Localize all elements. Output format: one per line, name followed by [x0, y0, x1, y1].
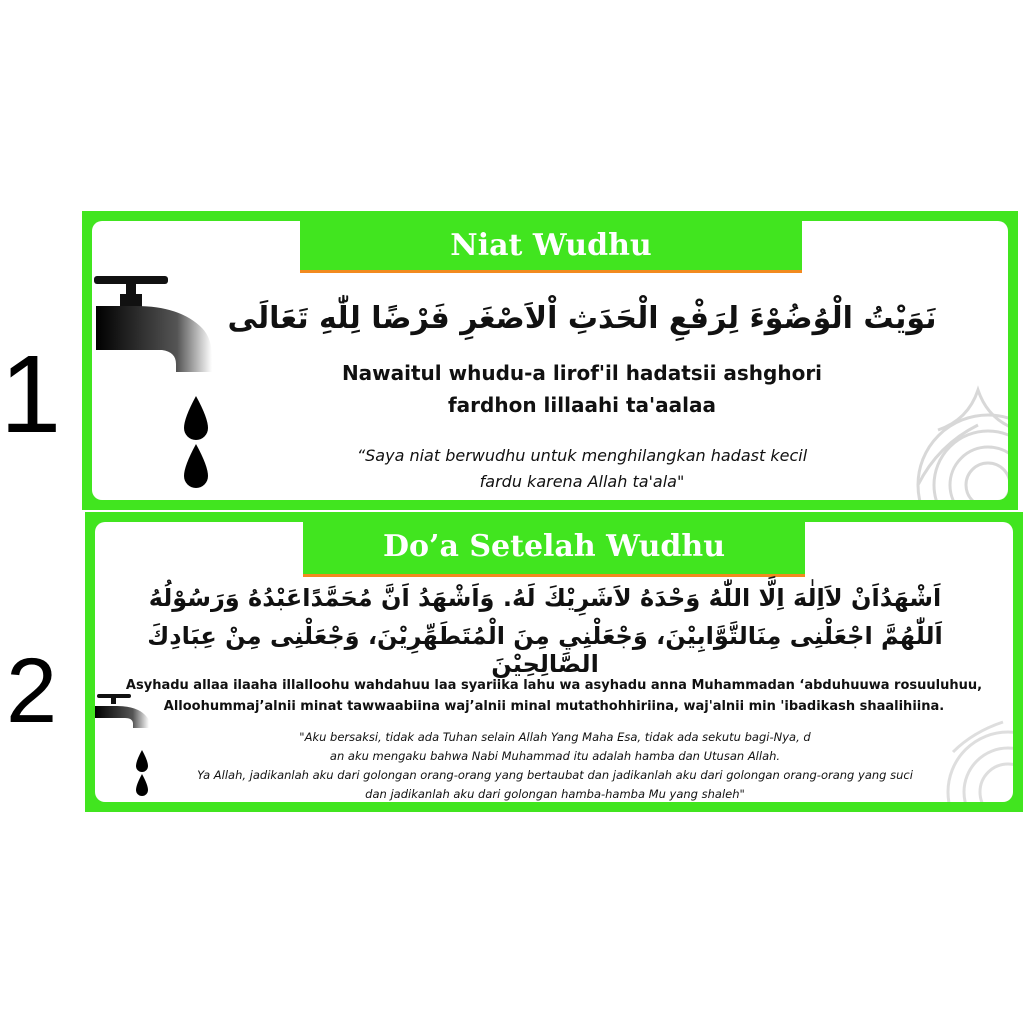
card-number-1: 1 [0, 333, 62, 456]
doa-translation [135, 728, 975, 802]
niat-wudhu-translation-line-1: “Saya niat berwudhu untuk menghilangkan hadast kecil [356, 446, 808, 465]
doa-translation-line-1: "Aku bersaksi, tidak ada Tuhan selain Allah Yang Maha Esa, tidak ada sekutu bagi-Nya, d [299, 730, 811, 744]
niat-wudhu-translation [272, 443, 892, 495]
doa-arabic-line-2: اَللّٰهُمَّ اجْعَلْنِى مِنَالتَّوَّابِيْنَ، وَجْعَلْنِي مِنَ الْمُتَطَهِّرِيْنَ، وَجْعَلْنِى مِنْ عِبَادِكَ الصَّالِحِيْنَ [147, 622, 943, 678]
niat-wudhu-card [82, 211, 1018, 510]
niat-wudhu-arabic: نَوَيْتُ الْوُضُوْءَ لِرَفْعِ الْحَدَثِ اْلاَصْغَرِ فَرْضًا لِلّٰهِ تَعَالَى [227, 301, 937, 336]
ornament-icon [923, 692, 1013, 802]
faucet-icon [92, 266, 222, 500]
niat-wudhu-latin-line-2: fardhon lillaahi ta'aalaa [447, 393, 717, 417]
niat-wudhu-latin-line-1: Nawaitul whudu-a lirof'il hadatsii ashghori [341, 361, 823, 385]
doa-translation-line-3: Ya Allah, jadikanlah aku dari golongan orang-orang yang bertaubat dan jadikanlah aku dari golongan orang-orang yang suci [197, 768, 913, 782]
niat-wudhu-latin [242, 357, 922, 421]
niat-wudhu-card-body [92, 221, 1008, 500]
doa-setelah-wudhu-title: Do’a Setelah Wudhu [303, 522, 805, 577]
niat-wudhu-translation-line-2: fardu karena Allah ta'ala" [479, 472, 685, 491]
doa-setelah-wudhu-card [85, 512, 1023, 812]
doa-translation-line-2: an aku mengaku bahwa Nabi Muhammad itu adalah hamba dan Utusan Allah. [329, 749, 781, 763]
card-number-2: 2 [6, 640, 58, 742]
ornament-icon [878, 370, 1008, 500]
niat-wudhu-title: Niat Wudhu [300, 221, 802, 273]
doa-latin-line-2: Alloohummaj’alnii minat tawwaabiina waj’alnii minal mutathohhiriina, waj'alnii min 'ibadikash shaalihiina. [163, 699, 945, 714]
doa-arabic-line-1: اَشْهَدُاَنْ لاَاِلٰهَ اِلَّا اللّٰهُ وَحْدَهُ لاَشَرِيْكَ لَهُ. وَاَشْهَدُ اَنَّ مُحَمَّدًاعَبْدُهُ وَرَسُوْلُهُ [148, 584, 942, 612]
doa-setelah-wudhu-card-body [95, 522, 1013, 802]
doa-latin [95, 675, 1013, 717]
doa-latin-line-1: Asyhadu allaa ilaaha illalloohu wahdahuu laa syariika lahu wa asyhadu anna Muhammadan ‘abduhuuwa rosuuluhuu, [125, 678, 983, 693]
doa-translation-line-4: dan jadikanlah aku dari golongan hamba-hamba Mu yang shaleh" [365, 787, 745, 801]
